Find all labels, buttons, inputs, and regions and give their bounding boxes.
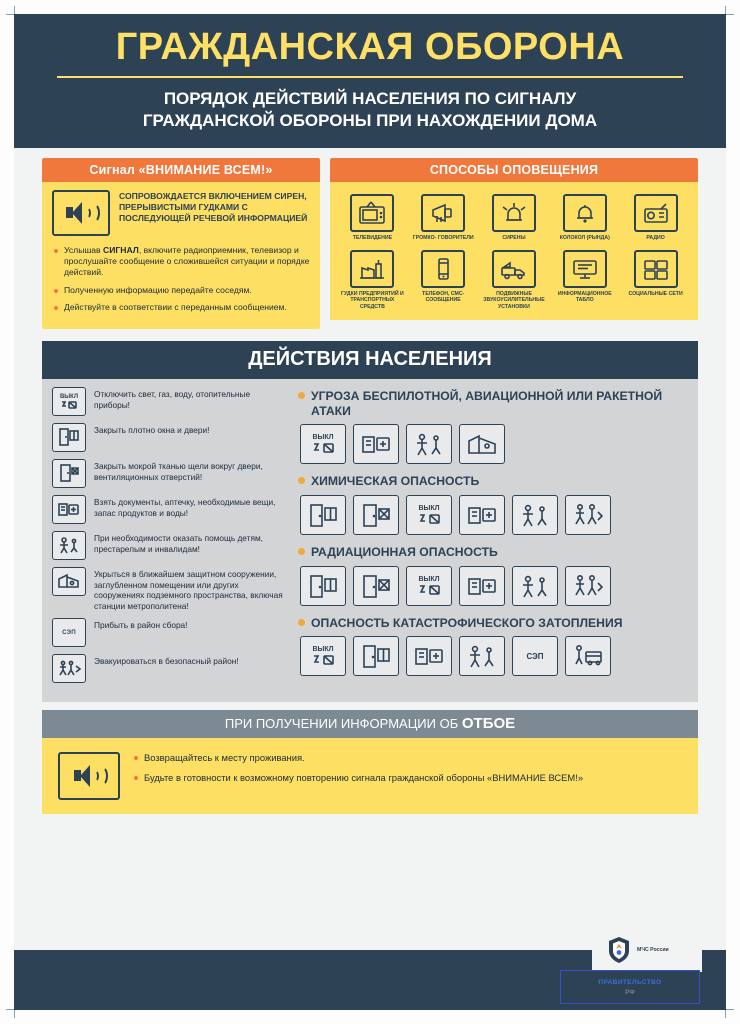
threat-heading [298, 389, 688, 418]
all-clear-title-prefix: ПРИ ПОЛУЧЕНИИ ИНФОРМАЦИИ ОБ [224, 716, 462, 732]
notification-grid [340, 190, 688, 310]
notification-item [482, 194, 547, 242]
step-text: Эвакуироваться в безопасный район! [94, 656, 239, 667]
list-item: Услышав СИГНАЛ, включите радиоприемник, телевизор и прослушайте сообщение о сложившейся ситуации и порядке действий. [52, 245, 310, 279]
help-people-icon [512, 566, 558, 606]
signal-panel-body [42, 182, 320, 329]
step-text: При необходимости оказать помощь детям, престарелым и инвалидам! [94, 532, 263, 554]
government-stamp-line1: ПРАВИТЕЛЬСТВО [598, 978, 662, 986]
notification-item [552, 250, 617, 311]
list-item [52, 654, 288, 683]
evacuate-icon [52, 654, 86, 683]
threat-title: ОПАСНОСТЬ КАТАСТРОФИЧЕСКОГО ЗАТОПЛЕНИЯ [311, 615, 623, 630]
svg-text:ВЫКЛ: ВЫКЛ [312, 646, 334, 654]
notification-item-label: ИНФОРМАЦИОННОЕ ТАБЛО [557, 290, 612, 304]
evacuate-icon [565, 566, 611, 606]
close-windows-icon [52, 423, 86, 452]
svg-text:ВЫКЛ: ВЫКЛ [59, 394, 79, 401]
actions-section [14, 335, 726, 702]
step-text: Отключить свет, газ, воду, отопительные приборы! [94, 388, 251, 410]
notification-item-label: СИРЕНЫ [502, 235, 526, 242]
notification-item [623, 194, 688, 242]
bell-icon [563, 194, 607, 232]
signal-bullets [52, 245, 310, 313]
poster-header [14, 14, 726, 148]
notification-item [411, 194, 476, 242]
notification-panel-title: СПОСОБЫ ОПОВЕЩЕНИЯ [330, 158, 698, 182]
notification-methods-panel [330, 158, 698, 329]
mobile-phone-icon [421, 250, 465, 288]
government-stamp [560, 970, 700, 1004]
radio-icon [634, 194, 678, 232]
svg-text:ВЫКЛ: ВЫКЛ [312, 434, 334, 442]
all-clear-title-bold: ОТБОЕ [461, 715, 516, 733]
factory-horn-icon [350, 250, 394, 288]
close-windows-icon [300, 495, 346, 535]
step-text: Взять документы, аптечку, необходимые вещи, запас продуктов и воды! [94, 496, 276, 518]
utilities-off-icon [300, 424, 346, 464]
list-item [52, 423, 288, 452]
svg-text:ВЫКЛ: ВЫКЛ [418, 504, 440, 512]
tv-icon [350, 194, 394, 232]
threat-icon-row [300, 424, 688, 464]
seal-cracks-icon [353, 495, 399, 535]
all-clear-bullets [132, 752, 583, 791]
shelter-icon [52, 567, 86, 596]
assembly-point-badge: СЭП [62, 629, 76, 637]
all-clear-section [14, 702, 726, 814]
social-networks-icon [634, 250, 678, 288]
threat-icon-row [300, 566, 688, 606]
notification-item-label: ГУДКИ ПРЕДПРИЯТИЙ И ТРАНСПОРТНЫХ СРЕДСТВ [341, 290, 404, 310]
notification-item [552, 194, 617, 242]
megaphone-icon [421, 194, 465, 232]
threat-title: РАДИАЦИОННАЯ ОПАСНОСТЬ [311, 544, 498, 559]
signal-description: СОПРОВОЖДАЕТСЯ ВКЛЮЧЕНИЕМ СИРЕН, ПРЕРЫВИСТЫМИ ГУДКАМИ С ПОСЛЕДУЮЩЕЙ РЕЧЕВОЙ ИНФОРМАЦИЕЙ [119, 191, 308, 223]
documents-kit-icon [459, 566, 505, 606]
header-divider [57, 76, 684, 78]
information-board-icon [563, 250, 607, 288]
signal-panel-title: Сигнал «ВНИМАНИЕ ВСЕМ!» [42, 158, 320, 182]
help-people-icon [512, 495, 558, 535]
poster-content [14, 14, 726, 1010]
notification-item-label: РАДИО [646, 235, 665, 242]
documents-kit-icon [353, 424, 399, 464]
notification-panel-body [330, 182, 698, 320]
evacuate-icon [565, 495, 611, 535]
notification-item-label: ПОДВИЖНЫЕ ЗВУКОУСИЛИТЕЛЬНЫЕ УСТАНОВКИ [483, 290, 545, 310]
utilities-off-icon [52, 387, 86, 416]
government-stamp-line2: РФ [625, 988, 635, 996]
threat-icon-row [300, 495, 688, 535]
step-text: Прибыть в район сбора! [94, 620, 188, 631]
documents-kit-icon [459, 495, 505, 535]
bullet-dot-icon [298, 477, 305, 484]
bullet-dot-icon [298, 548, 305, 555]
notification-item-label: ГРОМКО- ГОВОРИТЕЛИ [412, 235, 474, 242]
step-text: Укрыться в ближайшем защитном сооружении, заглубленном помещении или других сооружениях подземного пространства, включая станции метрополитена! [94, 568, 283, 611]
list-item: Полученную информацию передайте соседям. [52, 285, 310, 296]
seal-cracks-icon [353, 566, 399, 606]
notification-item [623, 250, 688, 311]
subtitle-line-1: ПОРЯДОК ДЕЙСТВИЙ НАСЕЛЕНИЯ ПО СИГНАЛУ [163, 88, 577, 108]
step-text: Закрыть плотно окна и двери! [94, 424, 210, 435]
documents-kit-icon [406, 636, 452, 676]
threat-title: УГРОЗА БЕСПИЛОТНОЙ, АВИАЦИОННОЙ ИЛИ РАКЕТНОЙ АТАКИ [311, 388, 663, 418]
utilities-off-icon [406, 495, 452, 535]
list-item: Возвращайтесь к месту проживания. [132, 752, 583, 764]
subtitle-line-2: ГРАЖДАНСКОЙ ОБОРОНЫ ПРИ НАХОЖДЕНИИ ДОМА [142, 110, 598, 130]
threat-scenarios [298, 387, 688, 690]
threat-icon-row [300, 636, 688, 676]
notification-item-label: ТЕЛЕФОН, СМС-СООБЩЕНИЕ [422, 290, 465, 304]
list-item [52, 567, 288, 611]
general-steps-list [52, 387, 288, 690]
utilities-off-icon [300, 636, 346, 676]
loudspeaker-icon [58, 752, 120, 800]
signal-panel [42, 158, 320, 329]
threat-heading [298, 616, 688, 631]
help-people-icon [52, 531, 86, 560]
all-clear-body [42, 738, 698, 814]
mobile-loudspeaker-vehicle-icon [492, 250, 536, 288]
list-item [52, 618, 288, 647]
notification-item-label: СОЦИАЛЬНЫЕ СЕТИ [628, 290, 683, 297]
emercom-emblem-icon [606, 936, 632, 964]
assembly-point-icon [52, 618, 86, 647]
list-item [52, 495, 288, 524]
documents-kit-icon [52, 495, 86, 524]
actions-title: ДЕЙСТВИЯ НАСЕЛЕНИЯ [42, 341, 698, 379]
page-title: ГРАЖДАНСКАЯ ОБОРОНА [115, 26, 625, 68]
notification-item-label: КОЛОКОЛ (РЫНДА) [559, 235, 610, 242]
evacuate-bus-icon [565, 636, 611, 676]
seal-cracks-icon [52, 459, 86, 488]
list-item [52, 531, 288, 560]
threat-heading [298, 545, 688, 560]
close-windows-icon [300, 566, 346, 606]
list-item: Действуйте в соответствии с переданным сообщением. [52, 302, 310, 313]
svg-text:ВЫКЛ: ВЫКЛ [418, 575, 440, 583]
shelter-icon [459, 424, 505, 464]
help-people-icon [406, 424, 452, 464]
actions-body [42, 379, 698, 702]
list-item: Будьте в готовности к возможному повторению сигнала гражданской обороны «ВНИМАНИЕ ВСЕМ!» [132, 772, 583, 784]
notification-item-label: ТЕЛЕВИДЕНИЕ [352, 235, 393, 242]
notification-item [340, 250, 405, 311]
page-subtitle [14, 88, 726, 132]
assembly-point-badge: СЭП [526, 651, 544, 661]
threat-heading [298, 474, 688, 489]
list-item [52, 459, 288, 488]
loudspeaker-icon [52, 190, 110, 236]
step-text: Закрыть мокрой тканью щели вокруг двери, вентиляционных отверстий! [94, 460, 263, 482]
notification-item [482, 250, 547, 311]
threat-title: ХИМИЧЕСКАЯ ОПАСНОСТЬ [311, 474, 480, 489]
utilities-off-icon [406, 566, 452, 606]
all-clear-title [42, 710, 698, 738]
assembly-point-icon [512, 636, 558, 676]
emercom-logo [592, 928, 702, 972]
help-people-icon [459, 636, 505, 676]
notification-item [340, 194, 405, 242]
list-item [52, 387, 288, 416]
top-panels [14, 148, 726, 335]
bullet-dot-icon [298, 392, 305, 399]
notification-item [411, 250, 476, 311]
close-windows-icon [353, 636, 399, 676]
bullet-dot-icon [298, 619, 305, 626]
emercom-label: МЧС России [637, 946, 669, 953]
siren-icon [492, 194, 536, 232]
